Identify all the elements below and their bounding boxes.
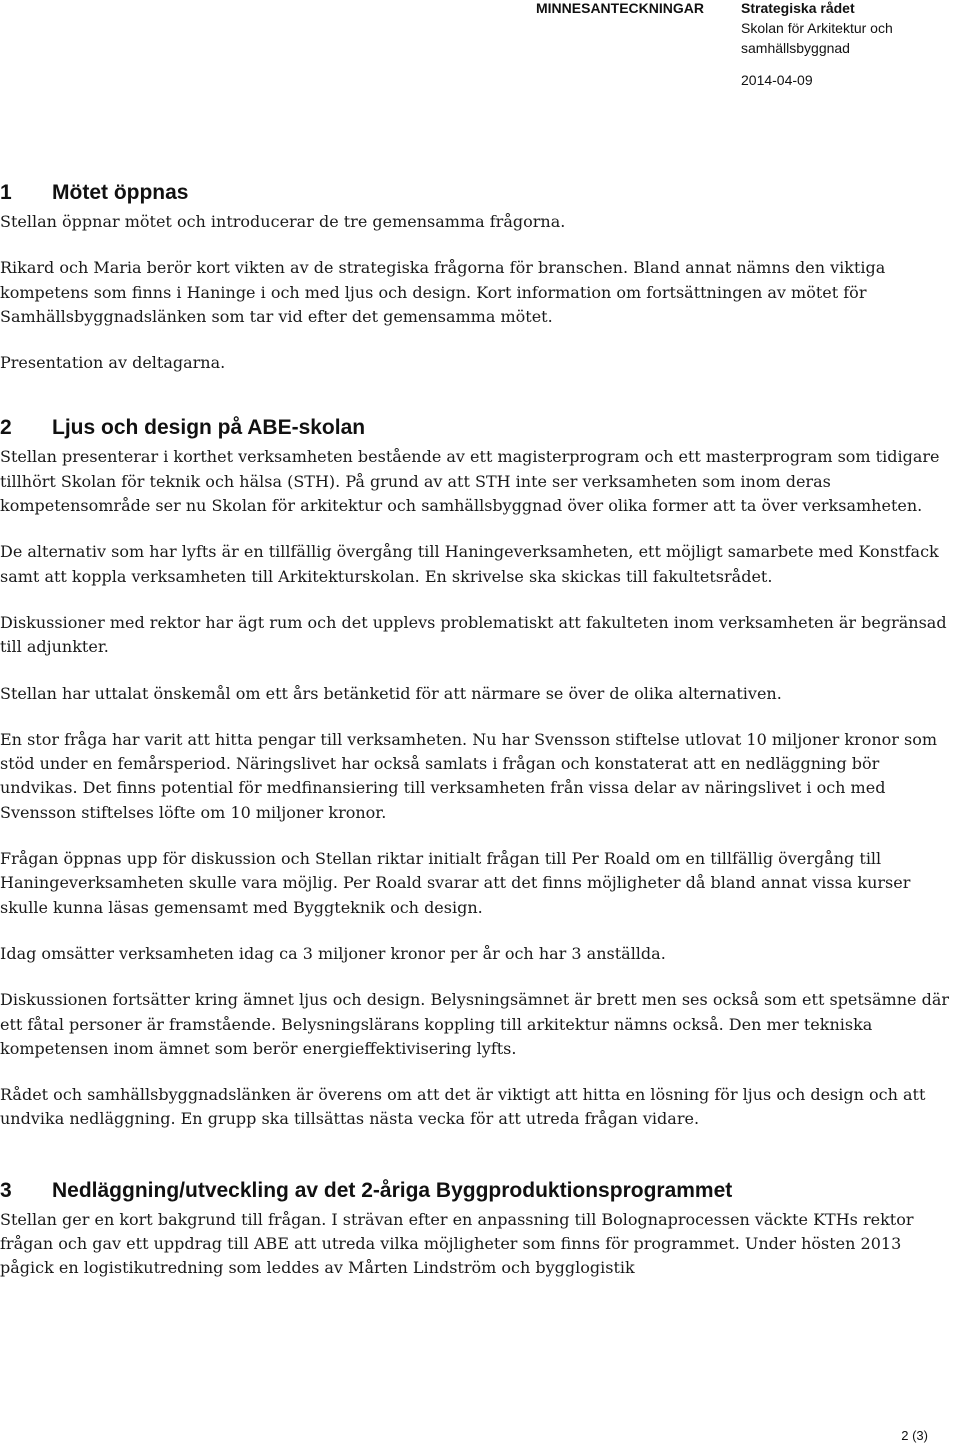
- section-1: [0, 180, 958, 375]
- section-2: [0, 415, 958, 1131]
- paragraph: Diskussionen fortsätter kring ämnet ljus och design. Belysningsämnet är brett men ses också som ett spetsämne där ett fåtal personer är framstående. Belysningslärans koppling till arkitektur nämns också. Den mer tekniska kompetensen inom ämnet som berör energieffektivisering lyfts.: [0, 990, 950, 1058]
- paragraph: Presentation av deltagarna.: [0, 353, 226, 373]
- document-date: 2014-04-09: [741, 72, 813, 88]
- section-heading: [0, 415, 958, 441]
- council-name: Strategiska rådet: [741, 0, 855, 16]
- document-type-label: MINNESANTECKNINGAR: [536, 0, 704, 16]
- section-title: Ljus och design på ABE-skolan: [52, 416, 366, 440]
- paragraph: Stellan presenterar i korthet verksamheten bestående av ett magisterprogram och ett masterprogram som tidigare tillhört Skolan för teknik och hälsa (STH). På grund av att STH inte ser verksamheten som inom deras kompetensområde ser nu Skolan för arkitektur och samhällsbyggnad över olika former att ta över verksamheten.: [0, 447, 940, 516]
- paragraph: Idag omsätter verksamheten idag ca 3 miljoner kronor per år och har 3 anställda.: [0, 943, 666, 963]
- school-name-line2: samhällsbyggnad: [741, 40, 850, 56]
- paragraph: Frågan öppnas upp för diskussion och Stellan riktar initialt frågan till Per Roald om en tillfällig övergång till Haningeverksamheten skulle vara möjlig. Per Roald svarar att det finns möjligheter då bland annat vissa kurser skulle kunna läsas gemensamt med Byggteknik och design.: [0, 849, 911, 917]
- paragraph: Rikard och Maria berör kort vikten av de strategiska frågorna för branschen. Bland annat nämns den viktiga kompetens som finns i Haninge i och med ljus och design. Kort information om fortsättningen av mötet för Samhällsbyggnadslänken som tar vid efter det gemensamma mötet.: [0, 258, 886, 326]
- paragraph: Stellan öppnar mötet och introducerar de tre gemensamma frågorna.: [0, 212, 566, 231]
- section-number: 2: [0, 416, 12, 440]
- section-title: Nedläggning/utveckling av det 2-åriga Byggproduktionsprogrammet: [52, 1178, 733, 1202]
- organization-block: [741, 0, 951, 58]
- school-name-line1: Skolan för Arkitektur och: [741, 20, 893, 36]
- section-heading: [0, 180, 958, 206]
- paragraph: Stellan har uttalat önskemål om ett års betänketid för att närmare se över de olika alternativen.: [0, 683, 782, 703]
- page-indicator: 2 (3): [901, 1428, 928, 1443]
- section-title: Mötet öppnas: [52, 181, 189, 204]
- section-number: 1: [0, 181, 12, 204]
- paragraph: De alternativ som har lyfts är en tillfällig övergång till Haningeverksamheten, ett möjligt samarbete med Konstfack samt att koppla verksamheten till Arkitekturskolan. En skrivelse ska skickas till fakultetsrådet.: [0, 542, 939, 586]
- paragraph: Diskussioner med rektor har ägt rum och det upplevs problematiskt att fakulteten inom verksamheten är begränsad till adjunkter.: [0, 612, 947, 657]
- section-heading: [0, 1178, 958, 1204]
- section-number: 3: [0, 1178, 12, 1202]
- paragraph: En stor fråga har varit att hitta pengar till verksamheten. Nu har Svensson stiftelse utlovat 10 miljoner kronor som stöd under en femårsperiod. Näringslivet har också samlats i frågan och konstaterat att en nedläggning bör undvikas. Det finns potential för medfinansiering till verksamheten från vissa delar av näringslivet i och med Svensson stiftelses löfte om 10 miljoner kronor.: [0, 729, 938, 822]
- section-3: [0, 1178, 958, 1281]
- document-body: [0, 180, 958, 1319]
- paragraph: Rådet och samhällsbyggnadslänken är överens om att det är viktigt att hitta en lösning för ljus och design och att undvika nedläggning. En grupp ska tillsättas nästa vecka för att utreda frågan vidare.: [0, 1085, 926, 1129]
- paragraph: Stellan ger en kort bakgrund till frågan. I strävan efter en anpassning till Bolognaprocessen väckte KTHs rektor frågan och gav ett uppdrag till ABE att utreda vilka möjligheter som finns för programmet. Under hösten 2013 pågick en logistikutredning som leddes av Mårten Lindström och bygglogistik: [0, 1209, 914, 1278]
